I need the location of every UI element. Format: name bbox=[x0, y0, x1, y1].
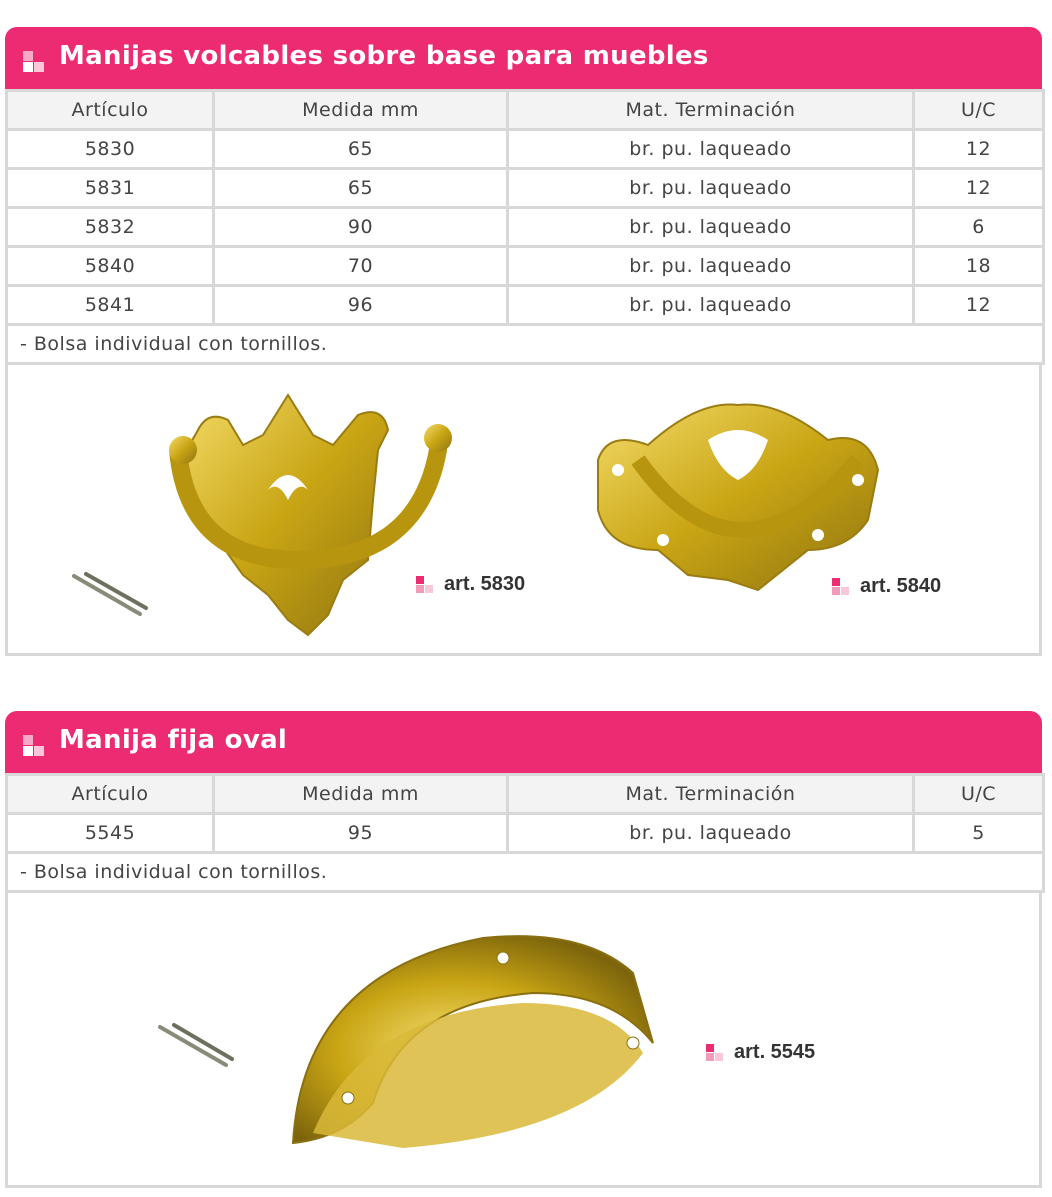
col-header-medida: Medida mm bbox=[214, 91, 508, 130]
spec-table bbox=[5, 89, 1045, 365]
section-manija-fija-oval bbox=[5, 711, 1042, 1188]
cell-uc: 12 bbox=[914, 130, 1044, 169]
product-image-panel bbox=[5, 893, 1042, 1188]
pink-square-bullet-icon bbox=[416, 576, 434, 594]
brass-handle-5830-image bbox=[148, 390, 468, 640]
cell-medida: 65 bbox=[214, 130, 508, 169]
spec-table bbox=[5, 773, 1045, 893]
cell-material: br. pu. laqueado bbox=[508, 208, 914, 247]
note-text: - Bolsa individual con tornillos. bbox=[7, 853, 1044, 892]
caption-art-5830 bbox=[416, 573, 525, 596]
table-row bbox=[7, 286, 1044, 325]
col-header-material: Mat. Terminación bbox=[508, 775, 914, 814]
cell-medida: 90 bbox=[214, 208, 508, 247]
caption-label: art. 5840 bbox=[860, 575, 942, 597]
table-row bbox=[7, 208, 1044, 247]
brass-handle-5840-image bbox=[578, 400, 898, 600]
caption-art-5545 bbox=[706, 1041, 815, 1064]
cell-articulo: 5831 bbox=[7, 169, 214, 208]
cell-material: br. pu. laqueado bbox=[508, 169, 914, 208]
table-row bbox=[7, 169, 1044, 208]
table-row bbox=[7, 814, 1044, 853]
pink-square-bullet-icon bbox=[23, 51, 45, 73]
cell-medida: 96 bbox=[214, 286, 508, 325]
product-image-panel bbox=[5, 365, 1042, 656]
pink-square-bullet-icon bbox=[23, 735, 45, 757]
cell-medida: 70 bbox=[214, 247, 508, 286]
col-header-uc: U/C bbox=[914, 775, 1044, 814]
cell-material: br. pu. laqueado bbox=[508, 286, 914, 325]
col-header-articulo: Artículo bbox=[7, 91, 214, 130]
cell-articulo: 5841 bbox=[7, 286, 214, 325]
section-title: Manijas volcables sobre base para muebles bbox=[59, 41, 709, 71]
note-row bbox=[7, 853, 1044, 892]
cell-medida: 95 bbox=[214, 814, 508, 853]
screws-icon bbox=[156, 1021, 236, 1071]
table-header-row bbox=[7, 91, 1044, 130]
cell-uc: 6 bbox=[914, 208, 1044, 247]
screws-icon bbox=[70, 570, 150, 620]
col-header-material: Mat. Terminación bbox=[508, 91, 914, 130]
section-manijas-volcables bbox=[5, 27, 1042, 656]
cell-medida: 65 bbox=[214, 169, 508, 208]
cell-articulo: 5832 bbox=[7, 208, 214, 247]
cell-articulo: 5830 bbox=[7, 130, 214, 169]
cell-articulo: 5545 bbox=[7, 814, 214, 853]
table-row bbox=[7, 247, 1044, 286]
pink-square-bullet-icon bbox=[832, 578, 850, 596]
note-row bbox=[7, 325, 1044, 364]
cell-uc: 18 bbox=[914, 247, 1044, 286]
cell-material: br. pu. laqueado bbox=[508, 130, 914, 169]
cell-material: br. pu. laqueado bbox=[508, 247, 914, 286]
col-header-articulo: Artículo bbox=[7, 775, 214, 814]
cell-uc: 12 bbox=[914, 286, 1044, 325]
caption-art-5840 bbox=[832, 575, 941, 598]
note-text: - Bolsa individual con tornillos. bbox=[7, 325, 1044, 364]
caption-label: art. 5545 bbox=[734, 1041, 816, 1063]
table-row bbox=[7, 130, 1044, 169]
pink-square-bullet-icon bbox=[706, 1044, 724, 1062]
cell-material: br. pu. laqueado bbox=[508, 814, 914, 853]
cell-uc: 12 bbox=[914, 169, 1044, 208]
cell-articulo: 5840 bbox=[7, 247, 214, 286]
section-title: Manija fija oval bbox=[59, 725, 288, 755]
caption-label: art. 5830 bbox=[444, 573, 526, 595]
brass-handle-5545-image bbox=[283, 933, 663, 1163]
col-header-uc: U/C bbox=[914, 91, 1044, 130]
cell-uc: 5 bbox=[914, 814, 1044, 853]
col-header-medida: Medida mm bbox=[214, 775, 508, 814]
section-header bbox=[5, 27, 1042, 89]
table-header-row bbox=[7, 775, 1044, 814]
section-header bbox=[5, 711, 1042, 773]
